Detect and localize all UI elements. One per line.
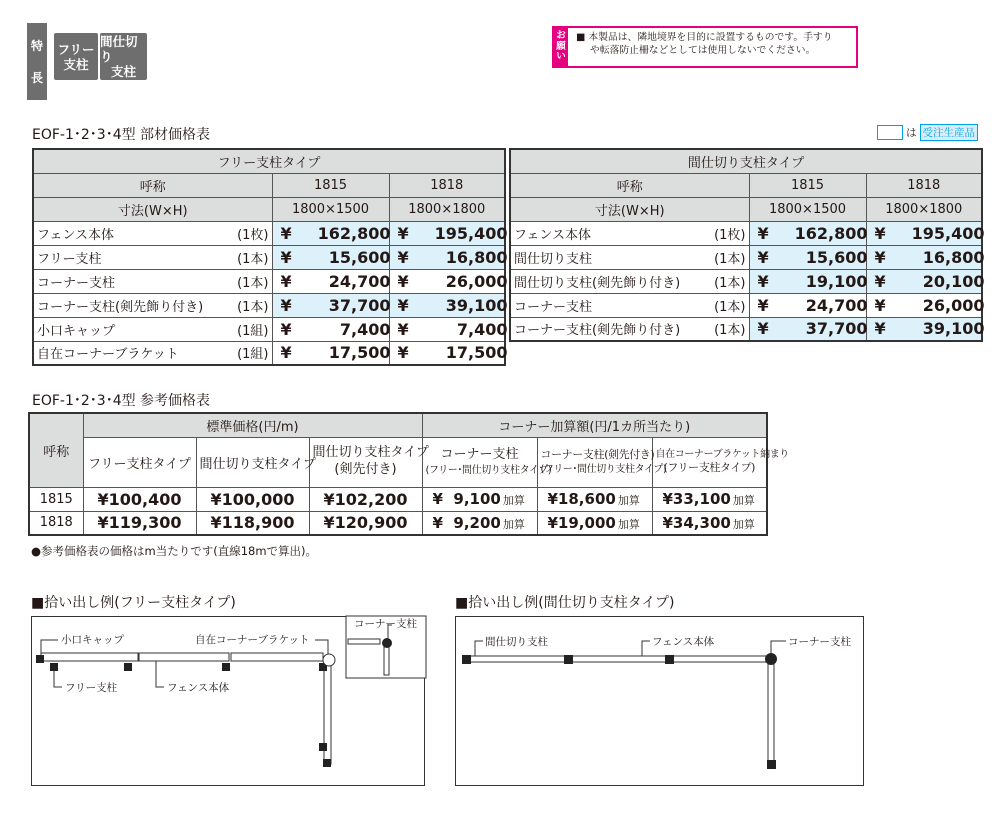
- ref-corner-price: [537, 511, 652, 535]
- ref-std-price: ¥100,000: [196, 487, 309, 511]
- yen-symbol: ¥: [874, 319, 886, 339]
- ref-model: 1815: [29, 487, 83, 511]
- yen-symbol: ¥: [757, 295, 769, 315]
- ref-corner-price: [422, 487, 537, 511]
- free-price-p2: [389, 317, 508, 341]
- feature-tag-char-1: 特: [30, 38, 43, 53]
- yen-symbol: ¥: [280, 295, 292, 315]
- yen-symbol: ¥: [757, 223, 769, 243]
- yen-symbol: ¥: [757, 271, 769, 291]
- ref-std-price: ¥119,300: [83, 511, 196, 535]
- yen-symbol: ¥: [757, 247, 769, 267]
- yen-symbol: ¥: [874, 247, 886, 267]
- partition-price-p1: [749, 245, 866, 269]
- yen-symbol: ¥: [280, 271, 292, 291]
- partition-price-p1: [749, 269, 866, 293]
- ref-corner-price: [652, 511, 767, 535]
- yen-symbol: ¥: [280, 247, 292, 267]
- label-fence-body: フェンス本体: [652, 636, 715, 648]
- free-price-p2: [389, 341, 508, 365]
- table-row: [33, 293, 505, 317]
- leader-line: [315, 640, 328, 654]
- fence-panel: [466, 656, 771, 662]
- price-value: 24,700: [328, 271, 391, 291]
- legend-swatch: [877, 125, 903, 140]
- free-model-1818: 1818: [389, 173, 505, 197]
- ref-std-price: ¥102,200: [309, 487, 422, 511]
- price-value: 20,100: [922, 271, 985, 291]
- price-value: 15,600: [805, 247, 868, 267]
- free-item-unit: (1本): [208, 293, 272, 317]
- notice-tag: [554, 28, 568, 66]
- ref-add-label: 加算: [732, 494, 755, 507]
- ref-corner-value: ¥19,000: [547, 513, 616, 532]
- free-price-p1: [272, 245, 389, 269]
- partition-model-1815: 1815: [749, 173, 866, 197]
- free-price-p2: [389, 269, 508, 293]
- table-row: [510, 221, 982, 245]
- free-price-p2: [389, 221, 508, 245]
- ref-corner-col-3-line2: (フリー支柱タイプ): [663, 461, 756, 475]
- ref-std-col-free: フリー支柱タイプ: [83, 437, 196, 487]
- free-size-1815: 1800×1500: [272, 197, 389, 221]
- table-row: [510, 269, 982, 293]
- ref-std-price: ¥118,900: [196, 511, 309, 535]
- ref-add-label: 加算: [732, 517, 755, 531]
- partition-col-name: 呼称: [510, 173, 749, 197]
- example-free-title: ■拾い出し例(フリー支柱タイプ): [31, 595, 236, 611]
- notice-box: [552, 26, 858, 68]
- leader-line: [156, 661, 164, 687]
- partition-item-unit: (1本): [685, 317, 749, 341]
- ref-corner-value: ¥33,100: [662, 490, 731, 508]
- badge-partition-post-line2: 支柱: [110, 64, 136, 79]
- ref-corner-heading: コーナー加算額(円/1カ所当たり): [422, 413, 767, 437]
- free-col-name: 呼称: [33, 173, 272, 197]
- notice-line-1: ■ 本製品は、隣地境界を目的に設置するものです。手すり: [576, 32, 833, 43]
- ref-add-label: 加算: [502, 517, 525, 531]
- price-value: 162,800: [794, 223, 868, 243]
- free-item-name: フェンス本体: [33, 221, 208, 245]
- parts-table-free: [32, 148, 506, 366]
- yen-symbol: ¥: [397, 247, 409, 267]
- partition-item-name: 間仕切り支柱: [510, 245, 685, 269]
- price-value: 37,700: [328, 295, 391, 315]
- price-value: 39,100: [922, 319, 985, 339]
- table-row: [33, 317, 505, 341]
- partition-col-size: 寸法(W×H): [510, 197, 749, 221]
- yen-symbol: ¥: [757, 319, 769, 339]
- ref-std-price: ¥120,900: [309, 511, 422, 535]
- ref-corner-col-2-line2: (フリー･間仕切り支柱タイプ): [540, 463, 667, 475]
- free-model-1815: 1815: [272, 173, 389, 197]
- partition-item-unit: (1本): [685, 293, 749, 317]
- label-corner-post: コーナー支柱: [788, 636, 851, 648]
- free-col-size: 寸法(W×H): [33, 197, 272, 221]
- ref-add-label: 加算: [617, 494, 640, 507]
- ref-col-name: 呼称: [29, 413, 83, 487]
- badge-partition-post-line1: 間仕切り: [100, 34, 138, 64]
- free-price-p2: [389, 245, 508, 269]
- ref-table: [28, 412, 789, 536]
- partition-item-unit: (1本): [685, 245, 749, 269]
- fence-panel: [139, 653, 229, 661]
- yen-symbol: ¥: [280, 223, 292, 243]
- leader-line: [642, 641, 650, 656]
- yen-symbol: ¥: [874, 271, 886, 291]
- partition-price-p2: [866, 245, 985, 269]
- fence-panel: [41, 653, 138, 661]
- free-price-p1: [272, 317, 389, 341]
- free-item-unit: (1枚): [208, 221, 272, 245]
- bracket-mark: [323, 654, 335, 666]
- ref-std-price: ¥100,400: [83, 487, 196, 511]
- table-row: [29, 487, 767, 511]
- price-value: 16,800: [922, 247, 985, 267]
- label-fence-body: フェンス本体: [167, 682, 230, 694]
- free-price-p2: [389, 293, 508, 317]
- label-free-post: フリー支柱: [65, 682, 118, 694]
- partition-price-p2: [866, 221, 985, 245]
- free-item-name: 小口キャップ: [33, 317, 208, 341]
- ref-corner-value: ¥34,300: [662, 513, 731, 532]
- free-price-p1: [272, 221, 389, 245]
- ref-corner-col-1: [422, 437, 552, 487]
- ref-footnote: ●参考価格表の価格はm当たりです(直線18mで算出)。: [31, 544, 318, 558]
- free-item-name: コーナー支柱: [33, 269, 208, 293]
- ref-model: 1818: [29, 511, 83, 535]
- free-size-1818: 1800×1800: [389, 197, 505, 221]
- legend: [877, 124, 978, 140]
- inset-corner-post: [382, 638, 392, 648]
- free-price-p1: [272, 341, 389, 365]
- ref-corner-price: [652, 487, 767, 511]
- legend-text: は: [906, 126, 917, 139]
- price-value: 19,100: [805, 271, 868, 291]
- badge-free-post: [54, 33, 98, 80]
- free-price-p1: [272, 269, 389, 293]
- post-mark: [462, 655, 471, 664]
- ref-corner-col-1-line1: コーナー支柱: [440, 447, 519, 463]
- partition-price-p1: [749, 317, 866, 341]
- label-corner-post: コーナー支柱: [354, 618, 417, 630]
- partition-model-1818: 1818: [866, 173, 982, 197]
- free-item-unit: (1組): [208, 317, 272, 341]
- post-mark: [50, 663, 58, 671]
- ref-std-col-partition-sword-line2: (剣先付き): [334, 462, 397, 477]
- partition-item-name: フェンス本体: [510, 221, 685, 245]
- post-mark: [222, 663, 230, 671]
- partition-item-unit: (1枚): [685, 221, 749, 245]
- post-mark: [36, 655, 44, 663]
- free-item-unit: (1本): [208, 245, 272, 269]
- free-item-unit: (1組): [208, 341, 272, 365]
- yen-symbol: ¥: [397, 319, 409, 339]
- legend-made-to-order: 受注生産品: [920, 124, 979, 141]
- partition-item-name: コーナー支柱: [510, 293, 685, 317]
- free-item-name: コーナー支柱(剣先飾り付き): [33, 293, 208, 317]
- ref-std-col-partition-sword-line1: 間仕切り支柱タイプ: [312, 445, 429, 461]
- table-row: [510, 245, 982, 269]
- example-partition-diagram: [455, 616, 864, 786]
- fence-panel: [231, 653, 323, 661]
- ref-table-title: EOF-1･2･3･4型 参考価格表: [32, 393, 211, 409]
- price-value: 37,700: [805, 319, 868, 339]
- partition-price-p2: [866, 269, 985, 293]
- notice-text: [576, 31, 856, 57]
- price-value: 39,100: [445, 295, 508, 315]
- post-mark: [323, 759, 331, 767]
- post-mark: [767, 760, 776, 769]
- partition-size-1818: 1800×1800: [866, 197, 982, 221]
- free-item-name: フリー支柱: [33, 245, 208, 269]
- ref-corner-value: ¥18,600: [547, 490, 616, 508]
- parts-table-partition: [509, 148, 983, 342]
- label-cap: 小口キャップ: [61, 634, 124, 646]
- ref-corner-col-2-line1: コーナー支柱(剣先付き): [540, 448, 655, 462]
- free-item-name: 自在コーナーブラケット: [33, 341, 208, 365]
- notice-tag-char-1: お: [556, 29, 566, 41]
- example-partition-title: ■拾い出し例(間仕切り支柱タイプ): [455, 595, 675, 611]
- yen-symbol: ¥: [874, 295, 886, 315]
- table-row: [33, 269, 505, 293]
- ref-corner-col-1-line2: (フリー･間仕切り支柱タイプ): [425, 464, 552, 476]
- leader-line: [771, 641, 786, 653]
- leader-line: [475, 641, 483, 656]
- table-row: [29, 511, 767, 535]
- post-mark: [564, 655, 573, 664]
- inset-panel: [384, 647, 389, 675]
- ref-std-col-partition: 間仕切り支柱タイプ: [196, 437, 309, 487]
- yen-symbol: ¥: [397, 343, 409, 363]
- badge-free-post-line1: フリー: [57, 41, 95, 57]
- partition-item-unit: (1本): [685, 269, 749, 293]
- free-price-p1: [272, 293, 389, 317]
- partition-heading: 間仕切り支柱タイプ: [510, 149, 982, 173]
- notice-line-2: や転落防止柵などとしては使用しないでください。: [590, 45, 816, 57]
- yen-symbol: ¥: [397, 223, 409, 243]
- partition-size-1815: 1800×1500: [749, 197, 866, 221]
- label-partition-post: 間仕切り支柱: [485, 636, 548, 648]
- free-heading: フリー支柱タイプ: [33, 149, 505, 173]
- badge-free-post-line2: 支柱: [63, 56, 89, 72]
- table-row: [510, 317, 982, 341]
- ref-corner-value: ¥ 9,100: [432, 490, 501, 508]
- partition-price-p2: [866, 293, 985, 317]
- price-value: 16,800: [445, 247, 508, 267]
- ref-add-label: 加算: [502, 494, 525, 507]
- ref-corner-col-2: [537, 437, 667, 487]
- example-free-diagram: [31, 616, 425, 786]
- table-row: [33, 341, 505, 365]
- price-value: 195,400: [434, 223, 508, 243]
- price-value: 17,500: [445, 343, 508, 363]
- partition-price-p1: [749, 221, 866, 245]
- ref-add-label: 加算: [617, 517, 640, 531]
- partition-price-p2: [866, 317, 985, 341]
- notice-tag-char-2: 願: [556, 40, 566, 52]
- price-value: 162,800: [317, 223, 391, 243]
- yen-symbol: ¥: [280, 319, 292, 339]
- post-mark: [319, 743, 327, 751]
- parts-table-title: EOF-1･2･3･4型 部材価格表: [32, 127, 211, 143]
- feature-tag-char-2: 長: [30, 71, 43, 86]
- label-bracket: 自在コーナーブラケット: [195, 634, 310, 646]
- inset-panel: [348, 639, 380, 644]
- table-row: [33, 245, 505, 269]
- post-mark: [124, 663, 132, 671]
- ref-corner-col-3-line1: 自在コーナーブラケット納まり: [655, 449, 789, 461]
- ref-std-heading: 標準価格(円/m): [83, 413, 422, 437]
- partition-price-p1: [749, 293, 866, 317]
- leader-line: [54, 671, 62, 687]
- post-mark: [665, 655, 674, 664]
- price-value: 7,400: [456, 319, 508, 339]
- ref-corner-price: [537, 487, 652, 511]
- price-value: 26,000: [445, 271, 508, 291]
- price-value: 24,700: [805, 295, 868, 315]
- fence-panel: [768, 662, 774, 767]
- partition-item-name: 間仕切り支柱(剣先飾り付き): [510, 269, 685, 293]
- price-value: 26,000: [922, 295, 985, 315]
- table-row: [510, 293, 982, 317]
- corner-post-mark: [765, 653, 777, 665]
- ref-std-col-partition-sword: [309, 437, 429, 487]
- ref-corner-price: [422, 511, 537, 535]
- yen-symbol: ¥: [397, 271, 409, 291]
- ref-corner-col-3: [652, 437, 789, 487]
- free-item-unit: (1本): [208, 269, 272, 293]
- yen-symbol: ¥: [397, 295, 409, 315]
- price-value: 15,600: [328, 247, 391, 267]
- ref-corner-value: ¥ 9,200: [432, 513, 501, 532]
- price-value: 17,500: [328, 343, 391, 363]
- partition-item-name: コーナー支柱(剣先飾り付き): [510, 317, 685, 341]
- price-value: 7,400: [339, 319, 391, 339]
- badge-partition-post: [100, 33, 147, 80]
- table-row: [33, 221, 505, 245]
- yen-symbol: ¥: [280, 343, 292, 363]
- feature-tag: [27, 23, 47, 100]
- yen-symbol: ¥: [874, 223, 886, 243]
- price-value: 195,400: [911, 223, 985, 243]
- notice-tag-char-3: い: [556, 51, 566, 63]
